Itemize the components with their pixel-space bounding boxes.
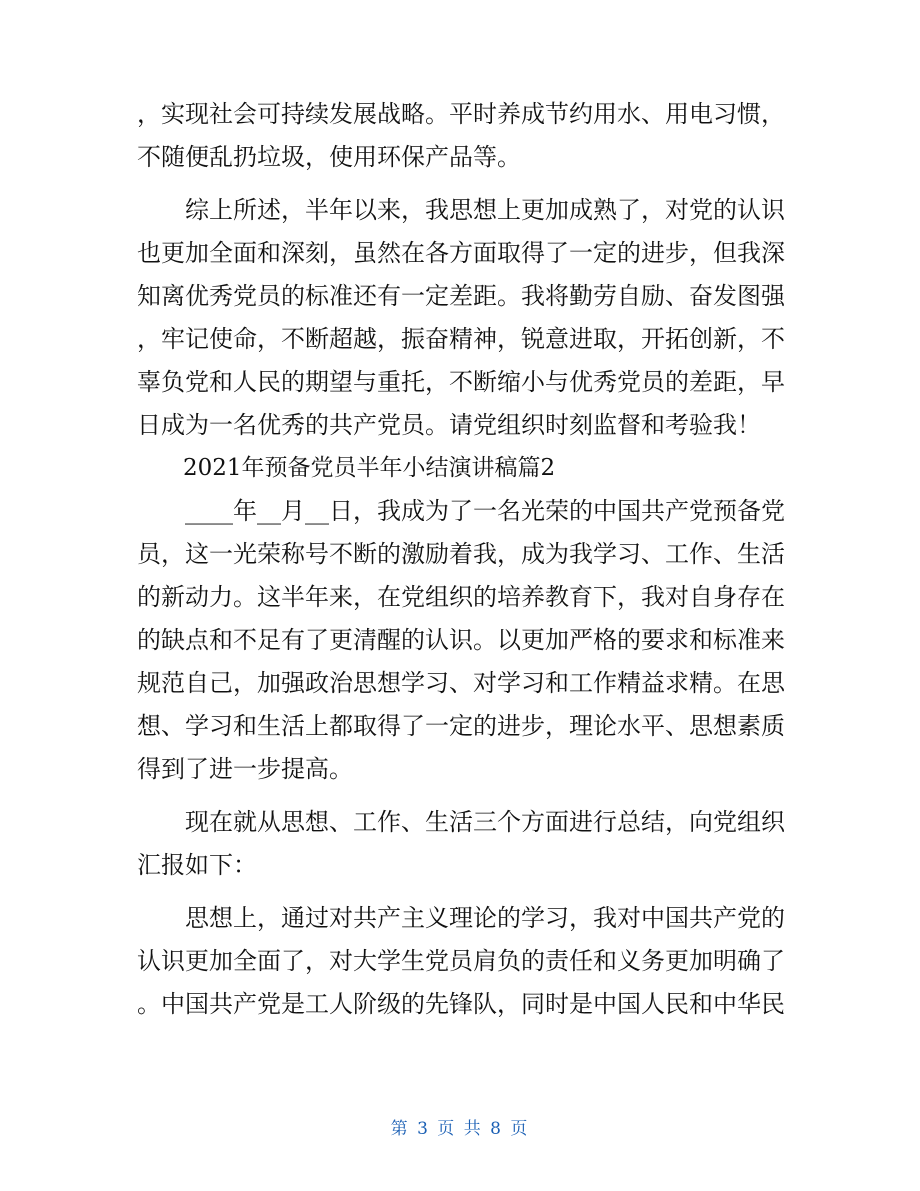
text-line: 综上所述，半年以来，我思想上更加成熟了，对党的认识 (137, 196, 785, 224)
text-line: 现在就从思想、工作、生活三个方面进行总结，向党组织 (137, 808, 785, 836)
text-line: 日成为一名优秀的共产党员。请党组织时刻监督和考验我！ (137, 411, 761, 439)
text-line: ，实现社会可持续发展战略。平时养成节约用水、用电习惯， (137, 100, 785, 128)
text-line: 想、学习和生活上都取得了一定的进步，理论水平、思想素质 (137, 712, 785, 740)
section-heading: 2021年预备党员半年小结演讲稿篇2 (137, 455, 556, 481)
document-body (137, 100, 797, 1019)
text-line: 。中国共产党是工人阶级的先锋队，同时是中国人民和中华民 (137, 990, 785, 1018)
text-line: 知离优秀党员的标准还有一定差距。我将勤劳自励、奋发图强 (137, 282, 785, 310)
text-line: 的缺点和不足有了更清醒的认识。以更加严格的要求和标准来 (137, 626, 785, 654)
text-line: 员，这一光荣称号不断的激励着我，成为我学习、工作、生活 (137, 540, 785, 568)
text-line: ____年__月__日，我成为了一名光荣的中国共产党预备党 (137, 497, 785, 525)
text-line: 汇报如下： (137, 851, 257, 879)
text-line: 的新动力。这半年来，在党组织的培养教育下，我对自身存在 (137, 583, 785, 611)
page-footer: 第 3 页 共 8 页 (390, 1119, 530, 1139)
text-line: 认识更加全面了，对大学生党员肩负的责任和义务更加明确了 (137, 947, 785, 975)
text-line: ，牢记使命，不断超越，振奋精神，锐意进取，开拓创新，不 (137, 325, 785, 353)
text-line: 规范自己，加强政治思想学习、对学习和工作精益求精。在思 (137, 669, 785, 697)
text-line: 不随便乱扔垃圾，使用环保产品等。 (137, 143, 521, 171)
text-line: 也更加全面和深刻，虽然在各方面取得了一定的进步，但我深 (137, 239, 785, 267)
text-line: 辜负党和人民的期望与重托，不断缩小与优秀党员的差距，早 (137, 368, 785, 396)
text-line: 得到了进一步提高。 (137, 755, 353, 783)
text-line: 思想上，通过对共产主义理论的学习，我对中国共产党的 (137, 904, 785, 932)
